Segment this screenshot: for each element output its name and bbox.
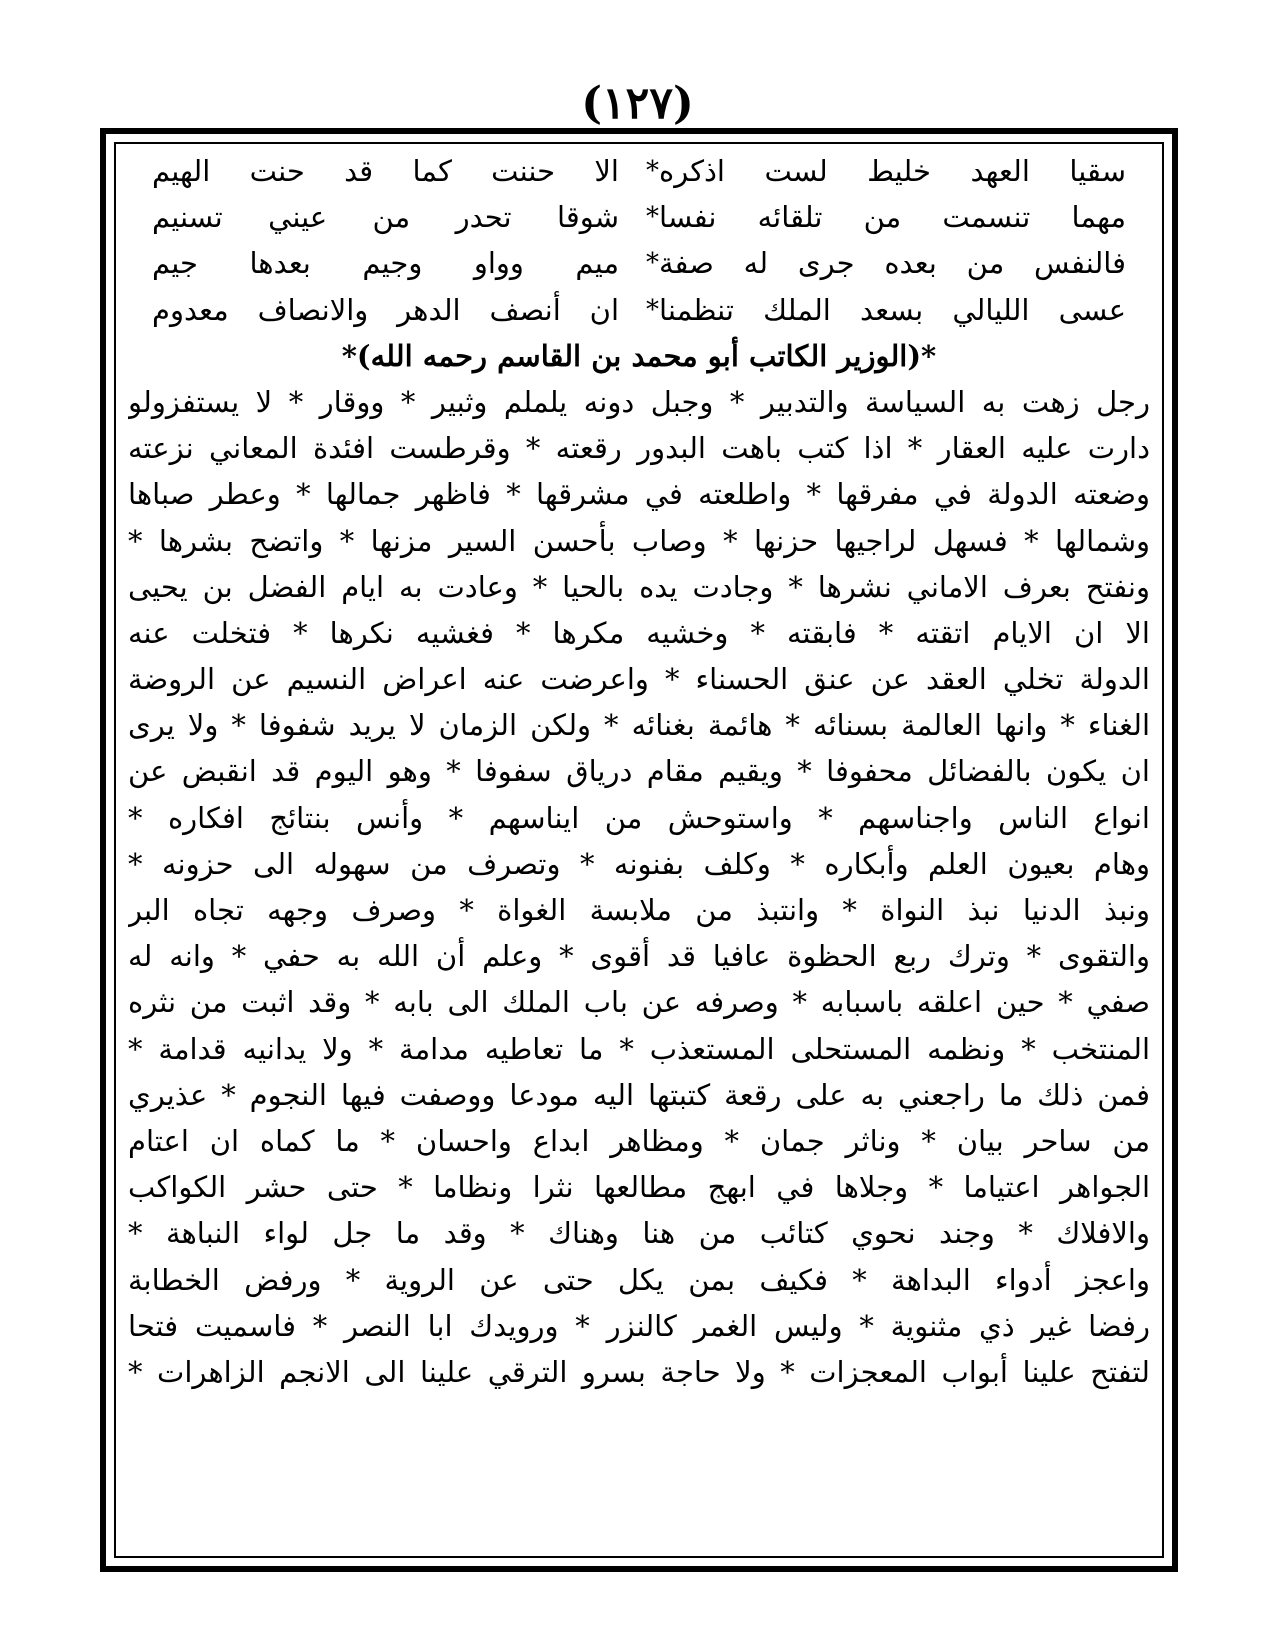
prose-line: واعجز أدواء البداهة * فكيف بمن يكل حتى عن الروية * ورفض الخطابة [128,1262,1150,1297]
prose-line: ونفتح بعرف الاماني نشرها * وجادت يده بالحيا * وعادت به ايام الفضل بن يحيى [128,569,1150,604]
verse-separator: * [646,248,659,279]
prose-line: وهام بعيون العلم وأبكاره * وكلف بفنونه * وتصرف من سهوله الى حزونه * [128,846,1150,881]
prose-line: الا ان الايام اتقته * فابقته * وخشيه مكرها * فغشيه نكرها * فتخلت عنه [128,615,1150,650]
verse-line [128,240,1150,286]
verse-right-hemistich: فالنفس من بعده جرى له صفة [659,246,1126,281]
prose-line: الدولة تخلي العقد عن عنق الحسناء * واعرضت عنه اعراض النسيم عن الروضة [128,662,1150,697]
verse-separator: * [646,202,659,233]
verse-line [128,148,1150,194]
verse-right-hemistich: سقيا العهد خليط لست اذكره [659,154,1126,188]
section-heading: *(الوزير الكاتب أبو محمد بن القاسم رحمه الله)* [341,338,937,373]
prose-line: فمن ذلك ما راجعني به على رقعة كتبتها اليه مودعا ووصفت فيها النجوم * عذيري [128,1077,1150,1112]
prose-line: ونبذ الدنيا نبذ النواة * وانتبذ من ملابسة الغواة * وصرف وجهه تجاه البر [128,893,1150,927]
prose-line: انواع الناس واجناسهم * واستوحش من ايناسهم * وأنس بنتائج افكاره * [128,800,1150,835]
verse-line [128,194,1150,240]
verse-right-hemistich: عسى الليالي بسعد الملك تنظمنا [659,292,1126,327]
verse-separator: * [646,294,659,325]
prose-line: ان يكون بالفضائل محفوفا * ويقيم مقام درياق سفوفا * وهو اليوم قد انقبض عن [128,754,1150,789]
verse-left-hemistich: ميم وواو وجيم بعدها جيم [152,246,619,281]
prose-line: وشمالها * فسهل لراجيها حزنها * وصاب بأحسن السير مزنها * واتضح بشرها * [128,523,1150,558]
verse-separator: * [646,156,659,186]
verse-left-hemistich: الا حننت كما قد حنت الهيم [152,154,619,188]
prose-line: الغناء * وانها العالمة بسنائه * هائمة بغنائه * ولكن الزمان لا يريد شفوفا * ولا يرى [128,708,1150,743]
prose-line: المنتخب * ونظمه المستحلى المستعذب * ما تعاطيه مدامة * ولا يدانيه قدامة * [128,1031,1150,1066]
prose-line: دارت عليه العقار * اذا كتب باهت البدور رقعته * وقرطست افئدة المعاني نزعته [128,431,1150,466]
verse-line [128,287,1150,333]
prose-line: رفضا غير ذي مثنوية * وليس الغمر كالنزر * ورويدك ابا النصر * فاسميت فتحا [128,1308,1150,1343]
verse-left-hemistich: شوقا تحدر من عيني تسنيم [152,200,619,235]
verse-left-hemistich: ان أنصف الدهر والانصاف معدوم [152,292,619,327]
prose-line: لتفتح علينا أبواب المعجزات * ولا حاجة بسرو الترقي علينا الى الانجم الزاهرات * [128,1354,1150,1389]
prose-line: والتقوى * وترك ربع الحظوة عافيا قد أقوى * وعلم أن الله به حفي * وانه له [128,939,1150,974]
prose-line: من ساحر بيان * وناثر جمان * ومظاهر ابداع واحسان * ما كماه ان اعتام [128,1123,1150,1158]
prose-line: الجواهر اعتياما * وجلاها في ابهج مطالعها نثرا ونظاما * حتى حشر الكواكب [128,1170,1150,1205]
verse-right-hemistich: مهما تنسمت من تلقائه نفسا [659,200,1126,235]
prose-line: وضعته الدولة في مفرقها * واطلعته في مشرقها * فاظهر جمالها * وعطر صباها [128,477,1150,512]
prose-line: صفي * حين اعلقه باسبابه * وصرفه عن باب الملك الى بابه * وقد اثبت من نثره [128,985,1150,1020]
prose-line: رجل زهت به السياسة والتدبير * وجبل دونه يلملم وثبير * ووقار * لا يستفزولو [128,384,1150,419]
page-number: (١٢٧) [581,78,694,129]
text-block [128,148,1150,1552]
prose-line: والافلاك * وجند نحوي كتائب من هنا وهناك * وقد ما جل لواء النباهة * [128,1216,1150,1251]
